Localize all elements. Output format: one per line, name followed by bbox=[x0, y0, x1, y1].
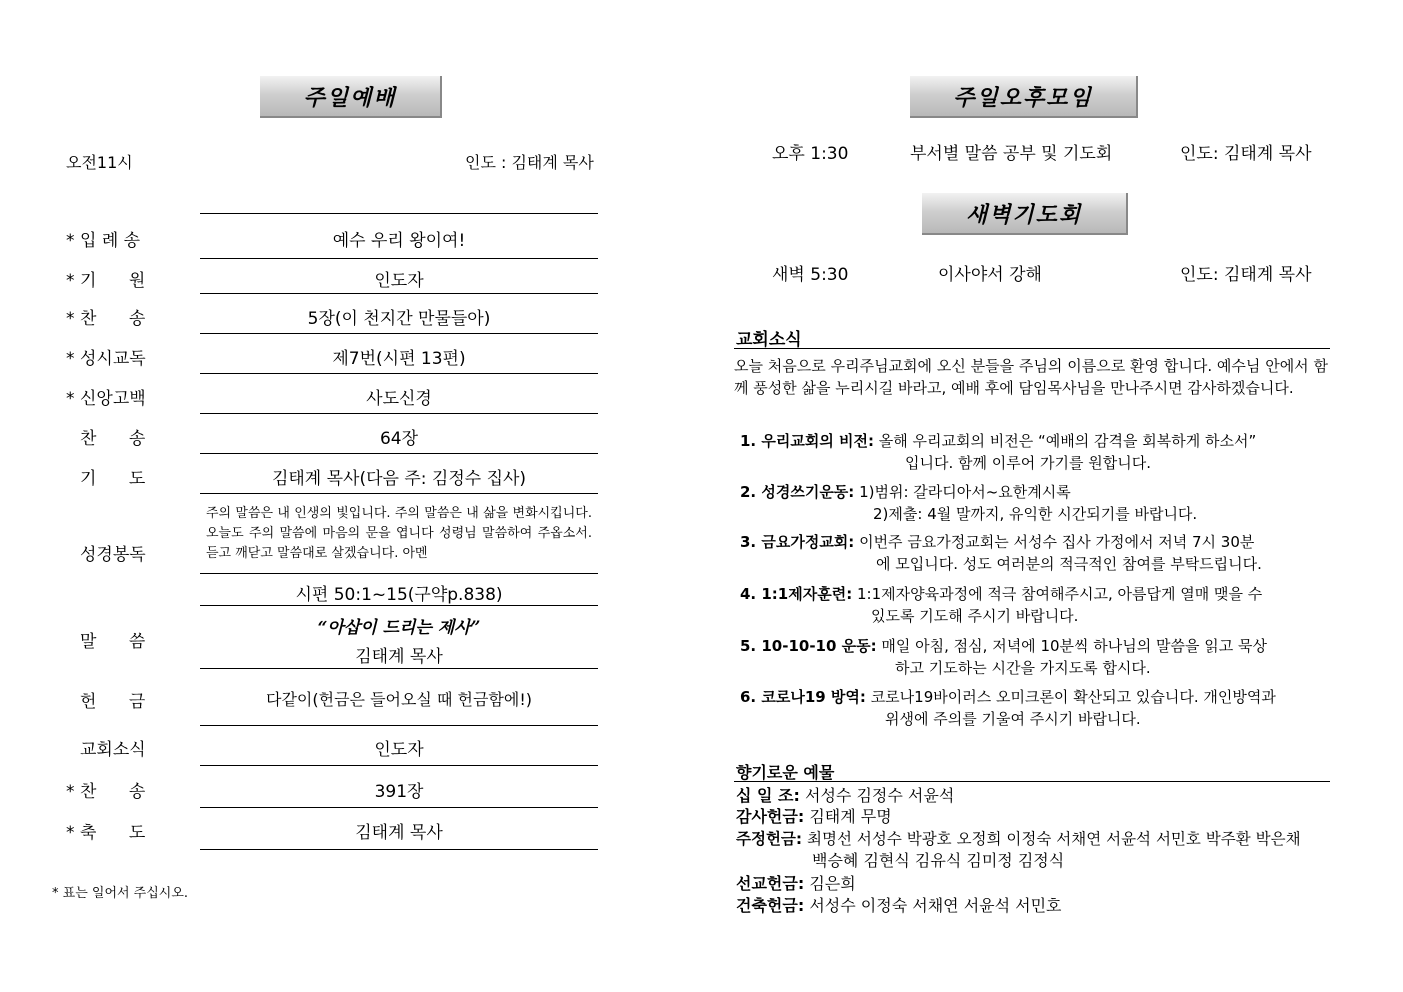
order-label: 말 씀 bbox=[80, 632, 146, 652]
order-label: 기 도 bbox=[80, 469, 146, 489]
notice-item-cont: 하고 기도하는 시간을 가지도록 합시다. bbox=[895, 659, 1151, 677]
order-label: 헌 금 bbox=[80, 692, 146, 712]
divider bbox=[200, 373, 598, 374]
notice-item: 4. 1:1제자훈련: 1:1제자양육과정에 적극 참여해주시고, 아름답게 열매 맺을 수 bbox=[740, 585, 1263, 603]
scripture-reference: 시편 50:1~15(구약p.838) bbox=[295, 585, 503, 605]
divider bbox=[200, 258, 598, 259]
offering-row: 십 일 조: 서성수 김정수 서윤석 bbox=[736, 786, 955, 805]
divider bbox=[200, 413, 598, 414]
dawn-title: 새벽기도회 bbox=[965, 201, 1083, 228]
divider bbox=[200, 765, 598, 766]
notice-divider bbox=[734, 348, 1330, 349]
notice-item-cont: 위생에 주의를 기울여 주시기 바랍니다. bbox=[885, 710, 1141, 728]
offering-row: 건축헌금: 서성수 이정숙 서채연 서윤석 서민호 bbox=[736, 896, 1062, 915]
order-label: * 찬 송 bbox=[66, 782, 146, 802]
order-label: 성경봉독 bbox=[80, 545, 146, 565]
order-value: 64장 bbox=[379, 429, 419, 449]
order-label: 찬 송 bbox=[80, 429, 146, 449]
notice-item-cont: 에 모입니다. 성도 여러분의 적극적인 참여를 부탁드립니다. bbox=[876, 555, 1262, 573]
divider bbox=[200, 725, 598, 726]
order-value: 인도자 bbox=[374, 740, 424, 760]
dawn-title-box bbox=[922, 193, 1128, 235]
divider bbox=[200, 333, 598, 334]
dawn-time: 새벽 5:30 bbox=[772, 265, 849, 285]
order-value: 391장 bbox=[374, 782, 424, 802]
order-label: * 신앙고백 bbox=[66, 389, 146, 409]
order-value: 사도신경 bbox=[366, 389, 432, 409]
afternoon-title-box bbox=[910, 76, 1138, 118]
divider bbox=[200, 807, 598, 808]
divider bbox=[200, 213, 598, 214]
notice-item: 5. 10-10-10 운동: 매일 아침, 점심, 저녁에 10분씩 하나님의 말씀을 읽고 묵상 bbox=[740, 637, 1267, 655]
order-label: * 기 원 bbox=[66, 271, 146, 291]
divider bbox=[200, 573, 598, 574]
order-label: * 찬 송 bbox=[66, 309, 146, 329]
notice-item-cont: 있도록 기도해 주시기 바랍니다. bbox=[871, 607, 1079, 625]
divider bbox=[200, 453, 598, 454]
order-value: 김태계 목사 bbox=[355, 823, 443, 843]
afternoon-leader: 인도: 김태계 목사 bbox=[1180, 144, 1312, 164]
offering-row: 감사헌금: 김태계 무명 bbox=[736, 807, 892, 826]
notice-item: 2. 성경쓰기운동: 1)범위: 갈라디아서~요한계시록 bbox=[740, 483, 1071, 501]
offering-divider bbox=[734, 781, 1330, 782]
divider bbox=[200, 849, 598, 850]
afternoon-desc: 부서별 말씀 공부 및 기도회 bbox=[910, 144, 1113, 164]
order-value: 제7번(시편 13편) bbox=[332, 349, 466, 369]
worship-title: 주일예배 bbox=[303, 84, 397, 111]
order-label: * 축 도 bbox=[66, 823, 146, 843]
notice-item: 1. 우리교회의 비전: 올해 우리교회의 비전은 “예배의 감격을 회복하게 하소서” bbox=[740, 432, 1257, 450]
notice-item-cont: 2)제출: 4월 말까지, 유익한 시간되기를 바랍니다. bbox=[873, 505, 1198, 523]
order-label: 교회소식 bbox=[80, 740, 146, 760]
offering-row: 선교헌금: 김은희 bbox=[736, 874, 856, 893]
divider bbox=[200, 605, 598, 606]
divider bbox=[200, 293, 598, 294]
offering-row: 주정헌금: 최명선 서성수 박광호 오정희 이정숙 서채연 서윤석 서민호 박주환 박은채 bbox=[736, 830, 1301, 848]
notice-title: 교회소식 bbox=[736, 330, 802, 350]
order-value: 다같이(헌금은 들어오실 때 헌금함에!) bbox=[266, 690, 532, 709]
notice-intro: 오늘 처음으로 우리주님교회에 오신 분들을 주님의 이름으로 환영 합니다. 예수님 안에서 함께 풍성한 삶을 누리시길 바라고, 예배 후에 담임목사님을 만나주시면 감사하겠습니다. bbox=[734, 357, 1328, 397]
scripture-prayer: 주의 말씀은 내 인생의 빛입니다. 주의 말씀은 내 삶을 변화시킵니다. 오늘도 주의 말씀에 마음의 문을 엽니다 성령님 말씀하여 주옵소서. 듣고 깨닫고 말씀대로 살겠습니다. 아멘 bbox=[206, 506, 592, 561]
order-value: 5장(이 천지간 만물들아) bbox=[307, 309, 491, 329]
order-value: 예수 우리 왕이여! bbox=[332, 231, 466, 251]
worship-leader: 인도 : 김태계 목사 bbox=[465, 153, 594, 172]
order-value: 인도자 bbox=[374, 271, 424, 291]
notice-item-cont: 입니다. 함께 이루어 가기를 원합니다. bbox=[905, 454, 1151, 472]
notice-item: 3. 금요가정교회: 이번주 금요가정교회는 서성수 집사 가정에서 저녁 7시 30분 bbox=[740, 533, 1255, 551]
notice-item: 6. 코로나19 방역: 코로나19바이러스 오미크론이 확산되고 있습니다. 개인방역과 bbox=[740, 688, 1276, 706]
order-label: * 입 례 송 bbox=[66, 231, 141, 251]
sermon-preacher: 김태계 목사 bbox=[355, 647, 443, 667]
offering-title: 향기로운 예물 bbox=[736, 763, 835, 782]
sermon-title: “아삽이 드리는 제사” bbox=[317, 618, 481, 638]
offering-row-cont: 백승혜 김현식 김유식 김미정 김정식 bbox=[812, 851, 1065, 870]
order-label: * 성시교독 bbox=[66, 349, 146, 369]
standing-footnote: * 표는 일어서 주십시오. bbox=[52, 886, 189, 901]
afternoon-title: 주일오후모임 bbox=[953, 84, 1093, 111]
worship-title-box bbox=[260, 76, 442, 118]
dawn-desc: 이사야서 강해 bbox=[938, 265, 1042, 285]
dawn-leader: 인도: 김태계 목사 bbox=[1180, 265, 1312, 285]
worship-time: 오전11시 bbox=[66, 153, 133, 172]
divider bbox=[200, 493, 598, 494]
afternoon-time: 오후 1:30 bbox=[772, 144, 849, 164]
order-value: 김태계 목사(다음 주: 김정수 집사) bbox=[271, 469, 527, 489]
divider bbox=[200, 668, 598, 669]
